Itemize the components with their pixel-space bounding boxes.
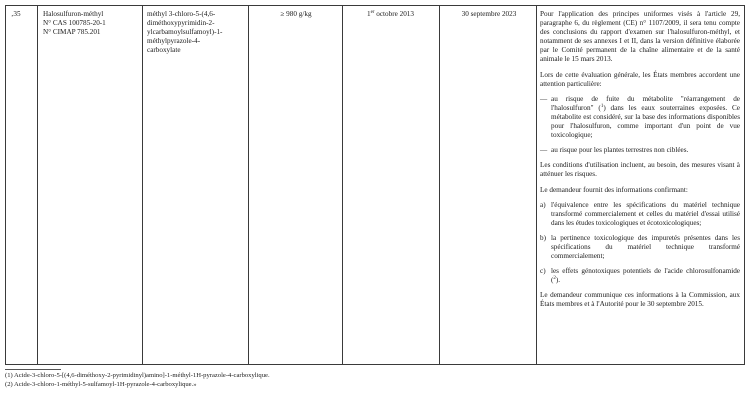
item-letter: a) [540, 200, 546, 209]
column-divider [142, 6, 143, 364]
lettered-item [540, 267, 740, 285]
lettered-item [540, 201, 740, 228]
footnote [5, 372, 270, 380]
column-divider [536, 6, 537, 364]
item-text: l'équivalence entre les spécifications du matériel technique transformé commercialement et celles du matériel d'essai utilisé dans les études toxicologiques et écotoxicologiques; [551, 200, 740, 227]
iupac-line: ylcarbamoylsulfamoyl)-1- [147, 28, 223, 37]
provision-paragraph: Pour l'application des principes uniformes visés à l'article 29, paragraphe 6, du règlement (CE) n° 1107/2009, il sera tenu compte des conclusions du rapport d'examen sur l'halosulfuron-méthyl, et notamment de ses annexes I et II, dans la version définitive élaborée par le Comité permanent de la chaîne alimentaire et de la santé animale le 15 mars 2013. [540, 10, 740, 64]
substance-table [5, 5, 745, 365]
text-run: les effets génotoxiques potentiels de l'acide chlorosulfonamide ( [551, 267, 740, 285]
text-run: ). [555, 276, 561, 285]
dash-mark: — [540, 94, 548, 103]
footnote-mark: (1) [5, 372, 13, 379]
provision-paragraph: Les conditions d'utilisation incluent, au besoin, des mesures visant à atténuer les risques. [540, 161, 740, 179]
iupac-line: carboxylate [147, 46, 181, 55]
column-divider [37, 6, 38, 364]
text-run: ) dans les eaux souterraines exposées. Ce métabolite est considéré, sur la base des informations disponibles pour l'halosulfuron, comme important d'un point de vue toxicologique; [551, 103, 741, 140]
dash-item [540, 146, 740, 155]
item-letter: c) [540, 267, 546, 276]
common-name: Halosulfuron-méthyl [43, 10, 104, 18]
item-text: la pertinence toxicologique des impuretés présentes dans les spécifications du matériel technique transformé commercialement; [551, 233, 740, 261]
footnote-separator [5, 369, 61, 370]
common-name-cell [43, 10, 141, 37]
iupac-line: diméthoxypyrimidin-2- [147, 19, 215, 28]
dash-item-text: au risque pour les plantes terrestres non ciblées. [551, 146, 689, 155]
cimap-number: N° CIMAP 785.201 [43, 28, 101, 37]
iupac-line: méthylpyrazole-4- [147, 37, 201, 46]
cas-number: N° CAS 100785-20-1 [43, 19, 106, 28]
approval-month-year: octobre 2013 [374, 10, 414, 18]
footnote-text: Acide-3-chloro-5-[(4,6-diméthoxy-2-pyrimidinyl)amino]-1-méthyl-1H-pyrazole-4-carboxylique. [14, 372, 270, 379]
lettered-item [540, 234, 740, 261]
specific-provisions [540, 10, 740, 316]
column-divider [439, 6, 440, 364]
iupac-line: méthyl 3-chloro-5-(4,6- [147, 10, 216, 18]
provision-paragraph: Lors de cette évaluation générale, les États membres accordent une attention particulière: [540, 70, 740, 88]
footnote [5, 381, 197, 389]
iupac-name-cell [147, 10, 247, 55]
column-divider [342, 6, 343, 364]
column-divider [248, 6, 249, 364]
row-number: ‚35 [11, 10, 21, 18]
approval-day-suffix: er [370, 10, 375, 15]
purity-value: ≥ 980 g/kg [280, 10, 312, 18]
provision-paragraph: Le demandeur communique ces informations à la Commission, aux États membres et à l'Autorité pour le 30 septembre 2015. [540, 291, 740, 309]
item-letter: b) [540, 233, 546, 242]
footnote-mark: (2) [5, 381, 13, 388]
footnote-ref: 2 [553, 276, 556, 282]
item-text [551, 267, 740, 285]
text-run: au risque de fuite du métabolite "réarrangement de l'halosulfuron" ( [551, 94, 740, 112]
footnote-text: Acide-3-chloro-1-méthyl-5-sulfamoyl-1H-pyrazole-4-carboxylique.» [14, 381, 197, 388]
dash-item-text [551, 95, 740, 140]
approval-date [344, 10, 437, 19]
dash-item [540, 95, 740, 140]
expiry-date: 30 septembre 2023 [461, 10, 517, 18]
dash-mark: — [540, 146, 548, 155]
footnote-ref: 1 [600, 103, 604, 109]
approval-day: 1 [366, 10, 371, 18]
provision-paragraph: Le demandeur fournit des informations confirmant: [540, 185, 688, 194]
